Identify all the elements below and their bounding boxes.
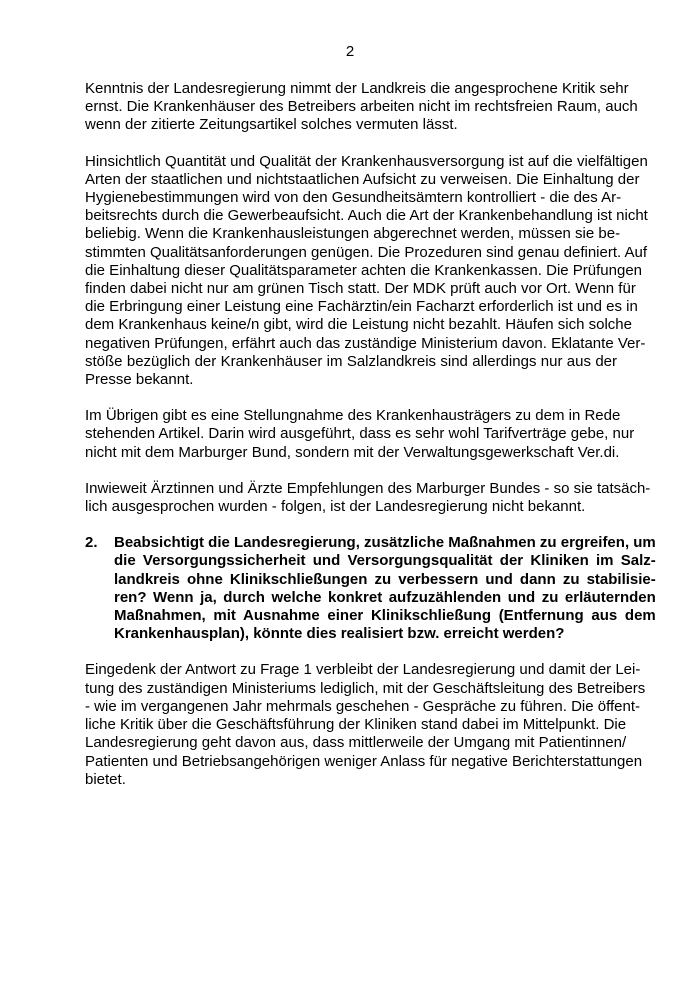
text-line: lich ausgesprochen wurden - folgen, ist der Landesregierung nicht bekannt. bbox=[85, 498, 586, 516]
text-line: Beabsichtigt die Landesregierung, zusätzliche Maßnahmen zu ergreifen, um bbox=[114, 534, 656, 552]
text-line: stimmten Qualitätsanforderungen genügen. Die Prozeduren sind genau definiert. Auf bbox=[85, 243, 648, 261]
question-2 bbox=[85, 534, 656, 643]
text-line: Inwieweit Ärztinnen und Ärzte Empfehlungen des Marburger Bundes - so sie tatsäch- bbox=[85, 479, 651, 497]
text-line: liche Kritik über die Geschäftsführung der Kliniken stand dabei im Mittelpunkt. Die bbox=[85, 716, 627, 734]
text-line: ernst. Die Krankenhäuser des Betreibers arbeiten nicht im rechtsfreien Raum, auch bbox=[85, 98, 638, 116]
text-line: Kenntnis der Landesregierung nimmt der Landkreis die angesprochene Kritik sehr bbox=[85, 80, 629, 97]
text-line: negativen Prüfungen, erfährt auch das zuständige Ministerium davon. Eklatante Ver- bbox=[85, 334, 646, 352]
text-line: die Einhaltung dieser Qualitätsparameter achten die Krankenkassen. Die Prüfungen bbox=[85, 261, 643, 279]
text-line: stehenden Artikel. Darin wird ausgeführt, dass es sehr wohl Tarifverträge gebe, nur bbox=[85, 425, 635, 443]
text-line: beliebig. Wenn die Krankenhausleistungen abgerechnet werden, müssen sie be- bbox=[85, 225, 621, 243]
text-line: - wie im vergangenen Jahr mehrmals geschehen - Gespräche zu führen. Die öffent- bbox=[85, 697, 641, 715]
text-line: Maßnahmen, mit Ausnahme einer Klinikschließung (Entfernung aus dem bbox=[114, 607, 656, 625]
text-line: tung des zuständigen Ministeriums lediglich, mit der Geschäftsleitung des Betreibers bbox=[85, 679, 646, 697]
page-number: 2 bbox=[345, 43, 355, 60]
text-line: finden dabei nicht nur am grünen Tisch statt. Der MDK prüft auch vor Ort. Wenn für bbox=[85, 280, 636, 298]
text-line: Krankenhausplan), könnte dies realisiert bzw. erreicht werden? bbox=[114, 625, 565, 643]
text-line: Hinsichtlich Quantität und Qualität der Krankenhausversorgung ist auf die vielfältigen bbox=[85, 152, 648, 170]
text-line: Eingedenk der Antwort zu Frage 1 verbleibt der Landesregierung und damit der Lei- bbox=[85, 661, 641, 679]
text-line: Patienten und Betriebsangehörigen weniger Anlass für negative Berichterstattungen bbox=[85, 752, 643, 770]
text-line: wenn der zitierte Zeitungsartikel solches vermuten lässt. bbox=[85, 116, 458, 134]
paragraph-4 bbox=[85, 479, 651, 516]
text-line: Presse bekannt. bbox=[85, 371, 194, 389]
text-line: Landesregierung geht davon aus, dass mittlerweile der Umgang mit Patientinnen/ bbox=[85, 734, 627, 752]
paragraph-5 bbox=[85, 661, 646, 788]
paragraph-2 bbox=[85, 152, 648, 390]
text-line: ren? Wenn ja, durch welche konkret aufzuzählenden und zu erläuternden bbox=[114, 588, 656, 606]
text-line: die Erbringung einer Leistung eine Fachärztin/ein Facharzt erforderlich ist und es in bbox=[85, 298, 638, 316]
paragraph-1 bbox=[85, 80, 638, 135]
text-line: landkreis ohne Klinikschließungen zu verbessern und dann zu stabilisie- bbox=[114, 570, 656, 588]
paragraph-3 bbox=[85, 407, 635, 462]
text-line: nicht mit dem Marburger Bund, sondern mit der Verwaltungsgewerkschaft Ver.di. bbox=[85, 443, 620, 461]
text-line: beitsrechts durch die Gewerbeaufsicht. Auch die Art der Krankenbehandlung ist nicht bbox=[85, 207, 648, 225]
document-body bbox=[85, 80, 656, 807]
text-line: Im Übrigen gibt es eine Stellungnahme des Krankenhausträgers zu dem in Rede bbox=[85, 407, 621, 425]
text-line: bietet. bbox=[85, 770, 126, 788]
text-line: Arten der staatlichen und nichtstaatlichen Aufsicht zu verweisen. Die Einhaltung der bbox=[85, 170, 640, 188]
question-text bbox=[114, 534, 656, 643]
question-number: 2. bbox=[85, 534, 98, 552]
text-line: Hygienebestimmungen wird von den Gesundheitsämtern kontrolliert - die des Ar- bbox=[85, 189, 622, 207]
text-line: stöße bezüglich der Krankenhäuser im Salzlandkreis sind allerdings nur aus der bbox=[85, 352, 617, 370]
text-line: die Versorgungssicherheit und Versorgungsqualität der Kliniken im Salz- bbox=[114, 552, 656, 570]
text-line: dem Krankenhaus keine/n gibt, wird die Leistung nicht bezahlt. Häufen sich solche bbox=[85, 316, 632, 334]
